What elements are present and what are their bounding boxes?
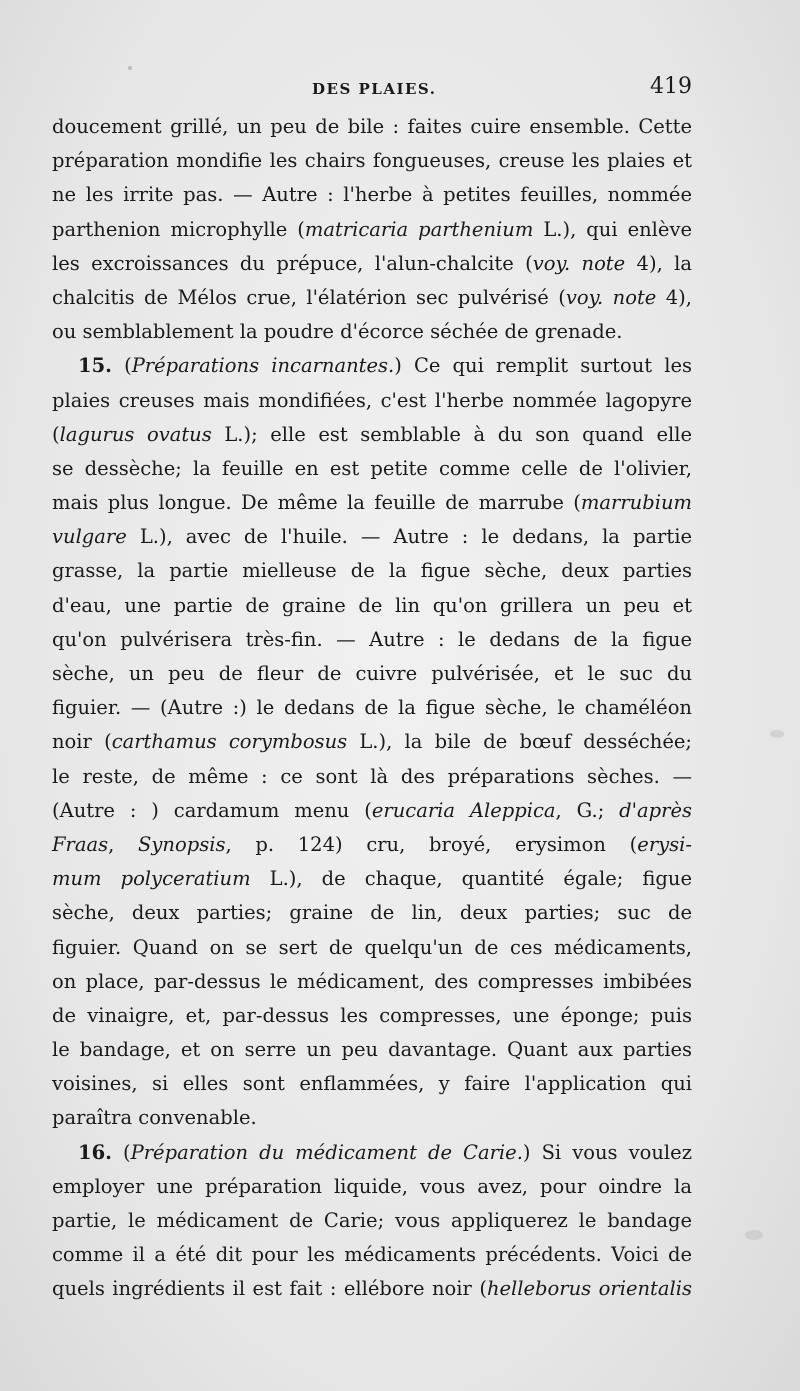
text-line: grasse, la partie mielleuse de la figue sèche, deux parties xyxy=(52,559,692,583)
text-line: chalcitis de Mélos crue, l'élatérion sec pulvérisé (voy. note 4), xyxy=(52,285,692,309)
section-16-heading-line: 16. (Préparation du médicament de Carie.) Si vous voulez xyxy=(78,1140,692,1164)
section-number: 15. xyxy=(78,354,112,378)
text-line: qu'on pulvérisera très-fin. — Autre : le dedans de la figue xyxy=(52,627,692,651)
section-number: 16. xyxy=(78,1140,112,1164)
paper-speck xyxy=(770,730,784,738)
text-line: parthenion microphylle (matricaria parthenium L.), qui enlève xyxy=(52,217,693,241)
text-line: quels ingrédients il est fait : ellébore noir (helleborus orientalis xyxy=(52,1277,692,1301)
text-line: plaies creuses mais mondifiées, c'est l'herbe nommée lagopyre xyxy=(52,388,692,412)
text-line: voisines, si elles sont enflammées, y faire l'application qui xyxy=(52,1072,692,1096)
text-line: se dessèche; la feuille en est petite comme celle de l'olivier, xyxy=(52,456,692,480)
body-text xyxy=(52,110,692,1307)
text-line: (lagurus ovatus L.); elle est semblable à du son quand elle xyxy=(52,422,692,446)
text-line: partie, le médicament de Carie; vous appliquerez le bandage xyxy=(52,1209,692,1232)
text-line: préparation mondifie les chairs fongueuses, creuse les plaies et xyxy=(52,149,692,173)
text-line: Fraas, Synopsis, p. 124) cru, broyé, erysimon (erysi- xyxy=(52,832,692,856)
text-line: employer une préparation liquide, vous avez, pour oindre la xyxy=(52,1174,692,1198)
text-line: le reste, de même : ce sont là des préparations sèches. — xyxy=(52,764,692,788)
text-line: d'eau, une partie de graine de lin qu'on grillera un peu et xyxy=(52,593,692,617)
text-line: vulgare L.), avec de l'huile. — Autre : le dedans, la partie xyxy=(52,525,692,549)
text-line: paraîtra convenable. xyxy=(52,1106,257,1130)
text-line: comme il a été dit pour les médicaments précédents. Voici de xyxy=(52,1243,692,1267)
running-title: DES PLAIES. xyxy=(312,80,437,98)
text-line: (Autre : ) cardamum menu (erucaria Aleppica, G.; d'après xyxy=(52,798,692,822)
section-15-heading-line: 15. (Préparations incarnantes.) Ce qui remplit surtout les xyxy=(78,354,693,378)
text-line: mais plus longue. De même la feuille de marrube (marrubium xyxy=(52,491,692,515)
text-line: doucement grillé, un peu de bile : faites cuire ensemble. Cette xyxy=(52,115,692,138)
section-title: Préparations incarnantes. xyxy=(131,354,395,378)
page-header xyxy=(52,74,692,106)
text-line: le bandage, et on serre un peu davantage. Quant aux parties xyxy=(52,1038,692,1062)
text-line: de vinaigre, et, par-dessus les compresses, une éponge; puis xyxy=(52,1003,692,1027)
text-line: ne les irrite pas. — Autre : l'herbe à petites feuilles, nommée xyxy=(52,183,692,207)
page-number: 419 xyxy=(650,74,692,99)
text-line: figuier. — (Autre :) le dedans de la figue sèche, le chaméléon xyxy=(52,696,692,720)
text-line: ou semblablement la poudre d'écorce séchée de grenade. xyxy=(52,320,623,344)
text-line: sèche, deux parties; graine de lin, deux parties; suc de xyxy=(52,901,692,925)
paper-speck xyxy=(745,1230,763,1240)
text-line: figuier. Quand on se sert de quelqu'un de ces médicaments, xyxy=(52,935,692,959)
paper-speck xyxy=(128,66,132,70)
section-title: Préparation du médicament de Carie. xyxy=(130,1140,523,1164)
text-line: sèche, un peu de fleur de cuivre pulvérisée, et le suc du xyxy=(52,662,692,685)
text-line: on place, par-dessus le médicament, des compresses imbibées xyxy=(52,969,692,993)
text-line: les excroissances du prépuce, l'alun-chalcite (voy. note 4), la xyxy=(52,251,692,275)
text-line: mum polyceratium L.), de chaque, quantité égale; figue xyxy=(52,867,692,891)
text-line: noir (carthamus corymbosus L.), la bile de bœuf desséchée; xyxy=(52,730,692,754)
